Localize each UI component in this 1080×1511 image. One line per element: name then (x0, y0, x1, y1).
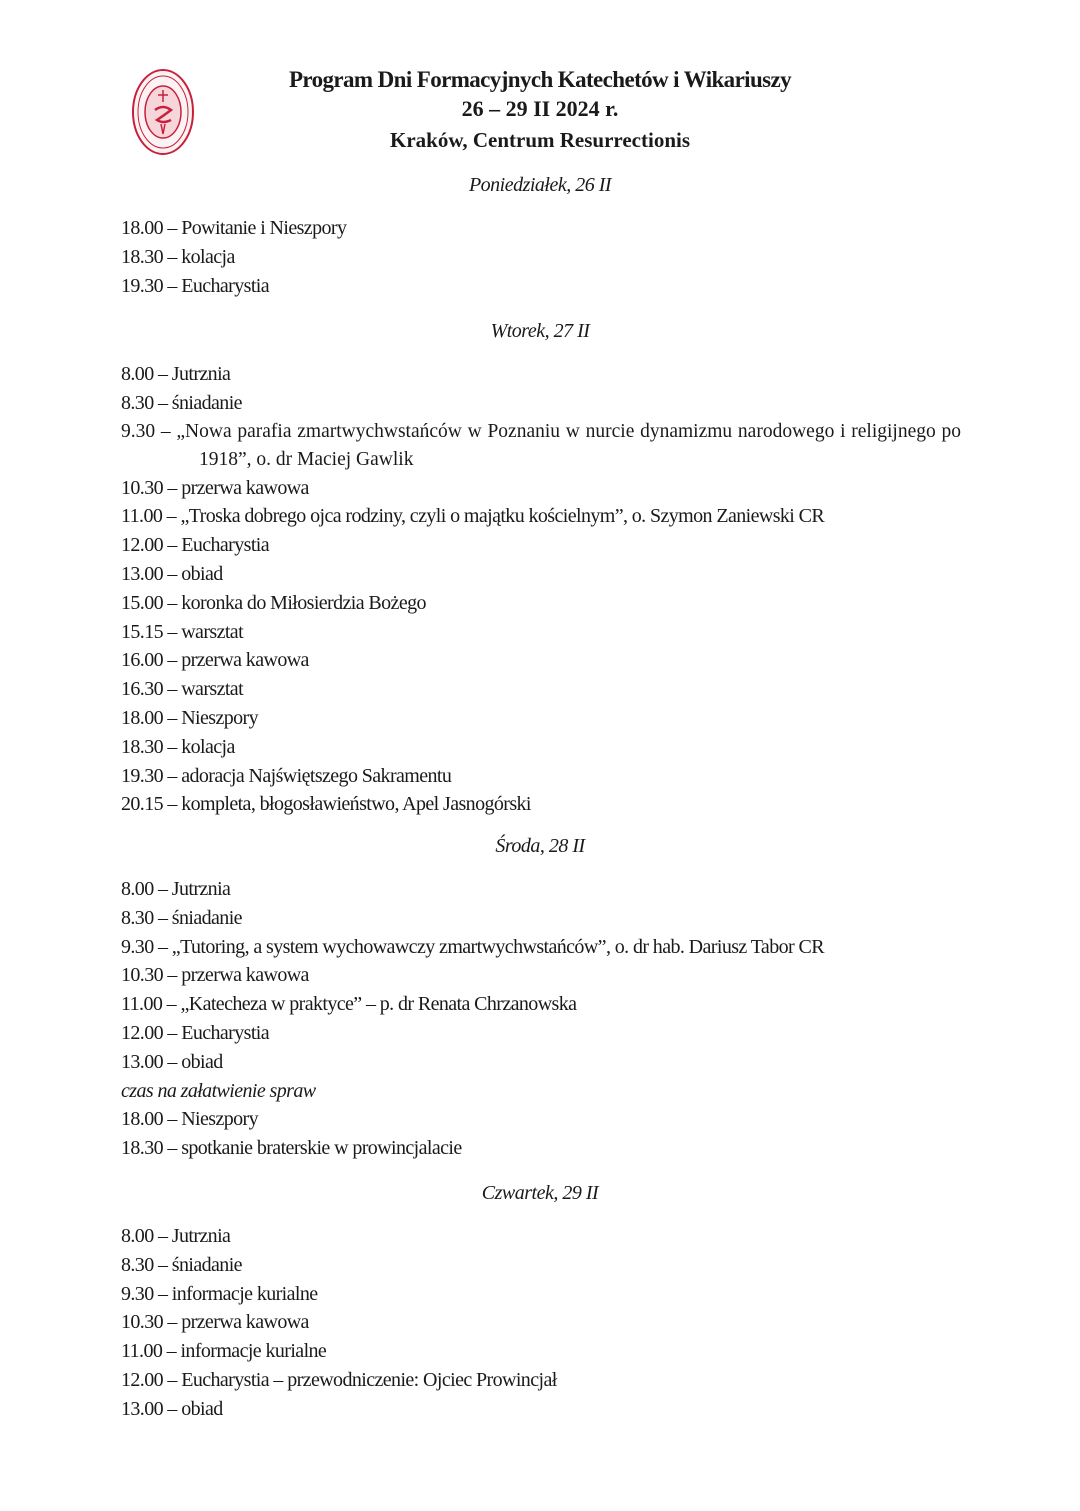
schedule-item: 8.30 – śniadanie (121, 391, 242, 414)
schedule-item: 8.30 – śniadanie (121, 906, 242, 929)
schedule-list-tuesday (121, 360, 961, 819)
schedule-item: 8.30 – śniadanie (121, 1253, 242, 1276)
schedule-item: 18.30 – kolacja (121, 735, 235, 758)
schedule-item: 15.00 – koronka do Miłosierdzia Bożego (121, 591, 426, 614)
schedule-item: 18.30 – kolacja (121, 245, 235, 268)
day-heading-thursday: Czwartek, 29 II (481, 1182, 599, 1204)
document-dates: 26 – 29 II 2024 r. (461, 96, 619, 121)
document-title: Program Dni Formacyjnych Katechetów i Wikariuszy (288, 67, 792, 92)
schedule-item: 8.00 – Jutrznia (121, 363, 231, 385)
schedule-item: 15.15 – warsztat (121, 620, 244, 643)
schedule-note: czas na załatwienie spraw (121, 1079, 316, 1102)
day-heading-wednesday: Środa, 28 II (495, 835, 585, 857)
schedule-item: 20.15 – kompleta, błogosławieństwo, Apel Jasnogórski (121, 793, 531, 816)
schedule-item: 12.00 – Eucharystia (121, 1021, 270, 1044)
schedule-item: 8.00 – Jutrznia (121, 878, 231, 900)
schedule-item: 9.30 – „Tutoring, a system wychowawczy zmartwychwstańców”, o. dr hab. Dariusz Tabor CR (121, 935, 824, 958)
schedule-item: 11.00 – informacje kurialne (121, 1340, 327, 1363)
day-heading-monday: Poniedziałek, 26 II (468, 174, 612, 196)
schedule-item: 18.00 – Nieszpory (121, 706, 258, 729)
schedule-list-thursday (121, 1222, 961, 1424)
schedule-item: 9.30 – „Nowa parafia zmartwychwstańców w Poznaniu w nurcie dynamizmu narodowego i religijnego po 1918”, o. dr Maciej Gawlik (121, 420, 961, 470)
schedule-item: 19.30 – Eucharystia (121, 274, 270, 297)
schedule-item: 9.30 – informacje kurialne (121, 1282, 318, 1305)
congregation-seal-logo (131, 68, 195, 156)
schedule-item: 12.00 – Eucharystia (121, 534, 270, 557)
schedule-item: 12.00 – Eucharystia – przewodniczenie: Ojciec Prowincjał (121, 1368, 557, 1391)
schedule-item: 18.00 – Nieszpory (121, 1108, 258, 1131)
schedule-item: 8.00 – Jutrznia (121, 1225, 231, 1247)
schedule-item: 11.00 – „Katecheza w praktyce” – p. dr Renata Chrzanowska (121, 993, 577, 1016)
schedule-item: 10.30 – przerwa kawowa (121, 476, 309, 499)
schedule-item: 10.30 – przerwa kawowa (121, 964, 309, 987)
schedule-item: 13.00 – obiad (121, 562, 223, 585)
document-location: Kraków, Centrum Resurrectionis (390, 128, 690, 152)
schedule-item: 16.00 – przerwa kawowa (121, 649, 309, 672)
schedule-item: 19.30 – adoracja Najświętszego Sakramentu (121, 764, 452, 787)
schedule-item: 11.00 – „Troska dobrego ojca rodziny, czyli o majątku kościelnym”, o. Szymon Zaniewski CR (121, 505, 825, 528)
day-heading-tuesday: Wtorek, 27 II (490, 320, 590, 342)
schedule-item: 10.30 – przerwa kawowa (121, 1311, 309, 1334)
schedule-item: 16.30 – warsztat (121, 678, 244, 701)
schedule-item: 18.00 – Powitanie i Nieszpory (121, 217, 347, 239)
document-header (200, 66, 880, 154)
schedule-list-wednesday (121, 875, 961, 1163)
schedule-item: 13.00 – obiad (121, 1050, 223, 1073)
schedule-item: 18.30 – spotkanie braterskie w prowincjalacie (121, 1137, 462, 1160)
schedule-item: 13.00 – obiad (121, 1397, 223, 1420)
schedule-list-monday (121, 214, 961, 300)
